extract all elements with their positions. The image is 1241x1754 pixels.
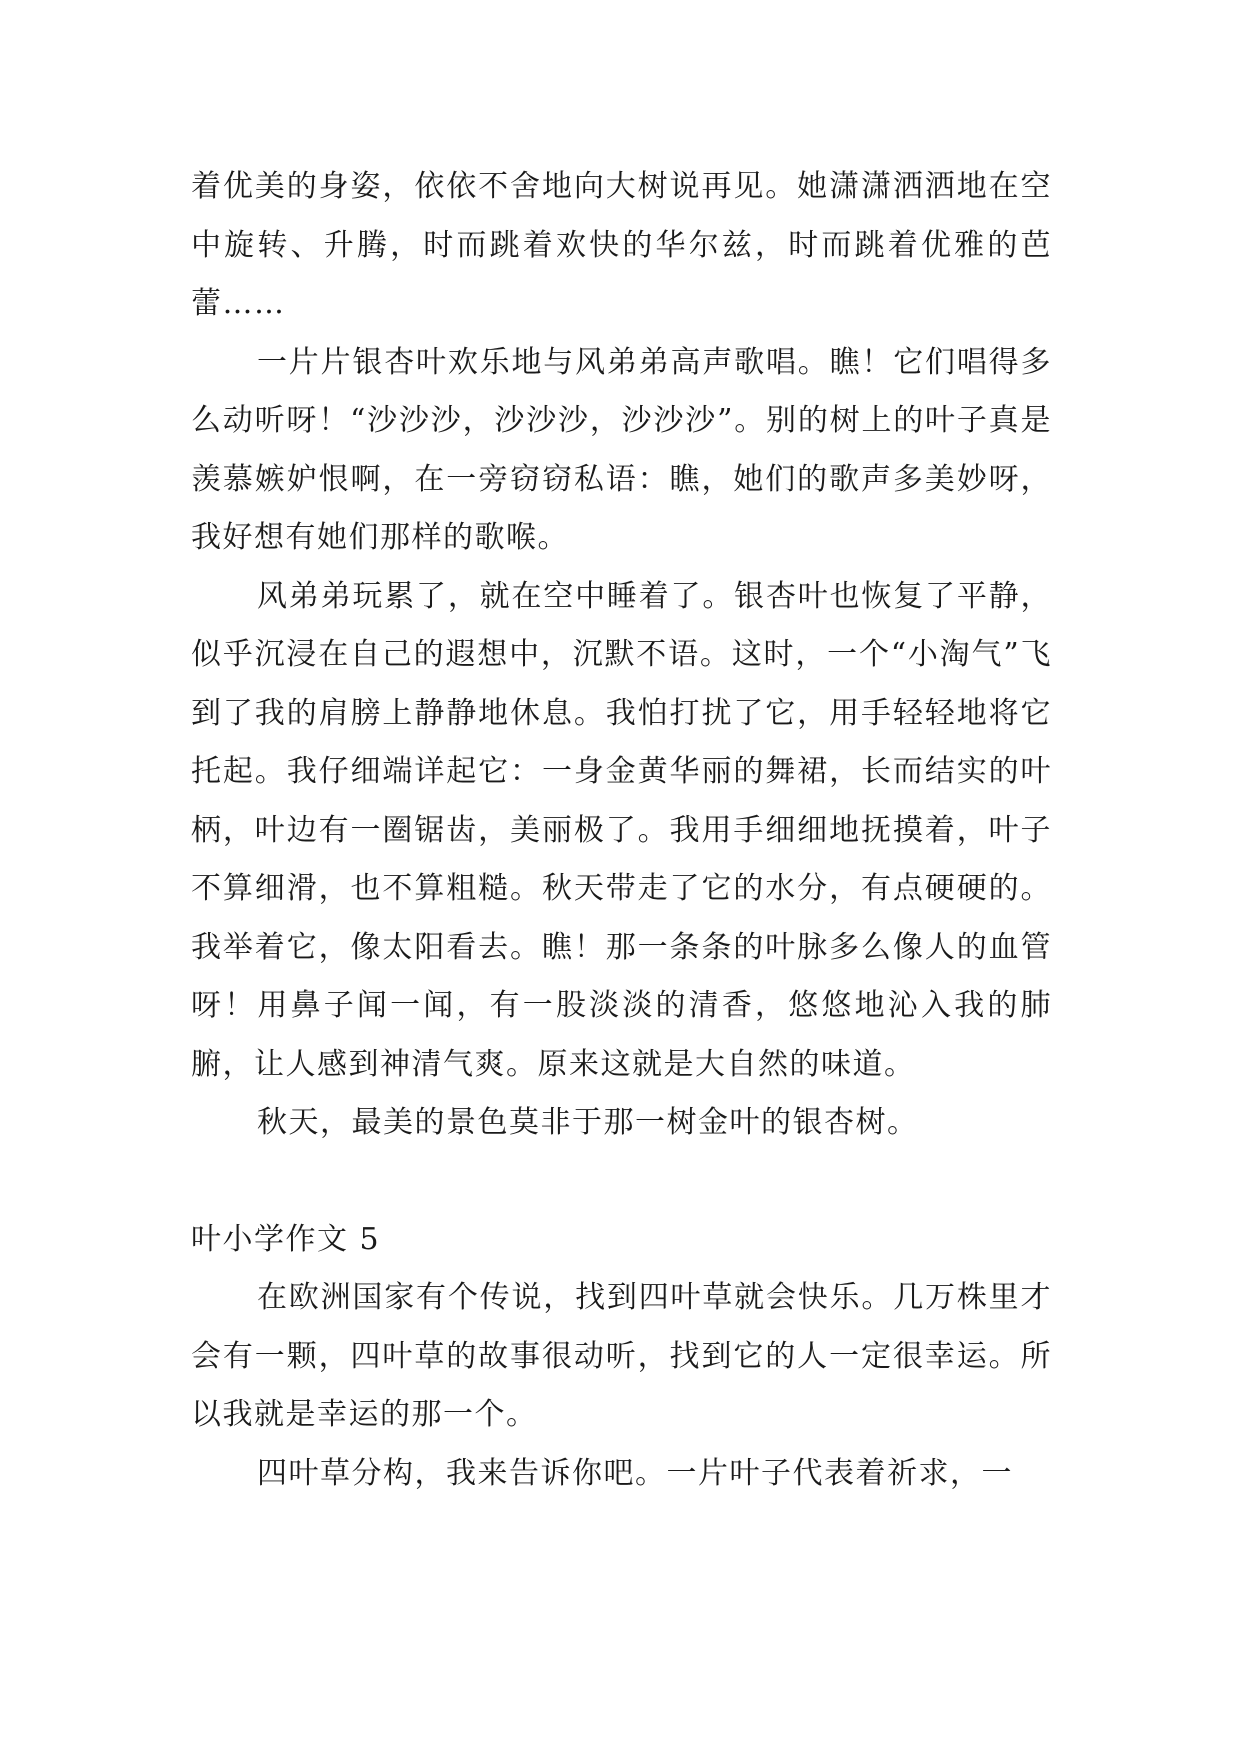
section-spacer [191, 1153, 1052, 1211]
paragraph-2: 一片片银杏叶欢乐地与风弟弟高声歌唱。瞧！它们唱得多么动听呀！“沙沙沙，沙沙沙，沙沙沙”。别的树上的叶子真是羡慕嫉妒恨啊，在一旁窃窃私语：瞧，她们的歌声多美妙呀，我好想有她们那样的歌喉。 [191, 344, 1052, 555]
paragraph-1: 着优美的身姿，依依不舍地向大树说再见。她潇潇洒洒地在空中旋转、升腾，时而跳着欢快的华尔兹，时而跳着优雅的芭蕾…… [191, 169, 1052, 321]
paragraph-3: 风弟弟玩累了，就在空中睡着了。银杏叶也恢复了平静，似乎沉浸在自己的遐想中，沉默不语。这时，一个“小淘气”飞到了我的肩膀上静静地休息。我怕打扰了它，用手轻轻地将它托起。我仔细端详起它：一身金黄华丽的舞裙，长而结实的叶柄，叶边有一圈锯齿，美丽极了。我用手细细地抚摸着，叶子不算细滑，也不算粗糙。秋天带走了它的水分，有点硬硬的。我举着它，像太阳看去。瞧！那一条条的叶脉多么像人的血管呀！用鼻子闻一闻，有一股淡淡的清香，悠悠地沁入我的肺腑，让人感到神清气爽。原来这就是大自然的味道。 [191, 578, 1052, 1082]
paragraph-5: 在欧洲国家有个传说，找到四叶草就会快乐。几万株里才会有一颗，四叶草的故事很动听，找到它的人一定很幸运。所以我就是幸运的那一个。 [191, 1280, 1052, 1432]
paragraph-6: 四叶草分构，我来告诉你吧。一片叶子代表着祈求，一 [257, 1455, 1013, 1491]
section-heading: 叶小学作文 5 [191, 1221, 381, 1257]
paragraph-4: 秋天，最美的景色莫非于那一树金叶的银杏树。 [257, 1105, 919, 1140]
document-body [191, 158, 1052, 1503]
